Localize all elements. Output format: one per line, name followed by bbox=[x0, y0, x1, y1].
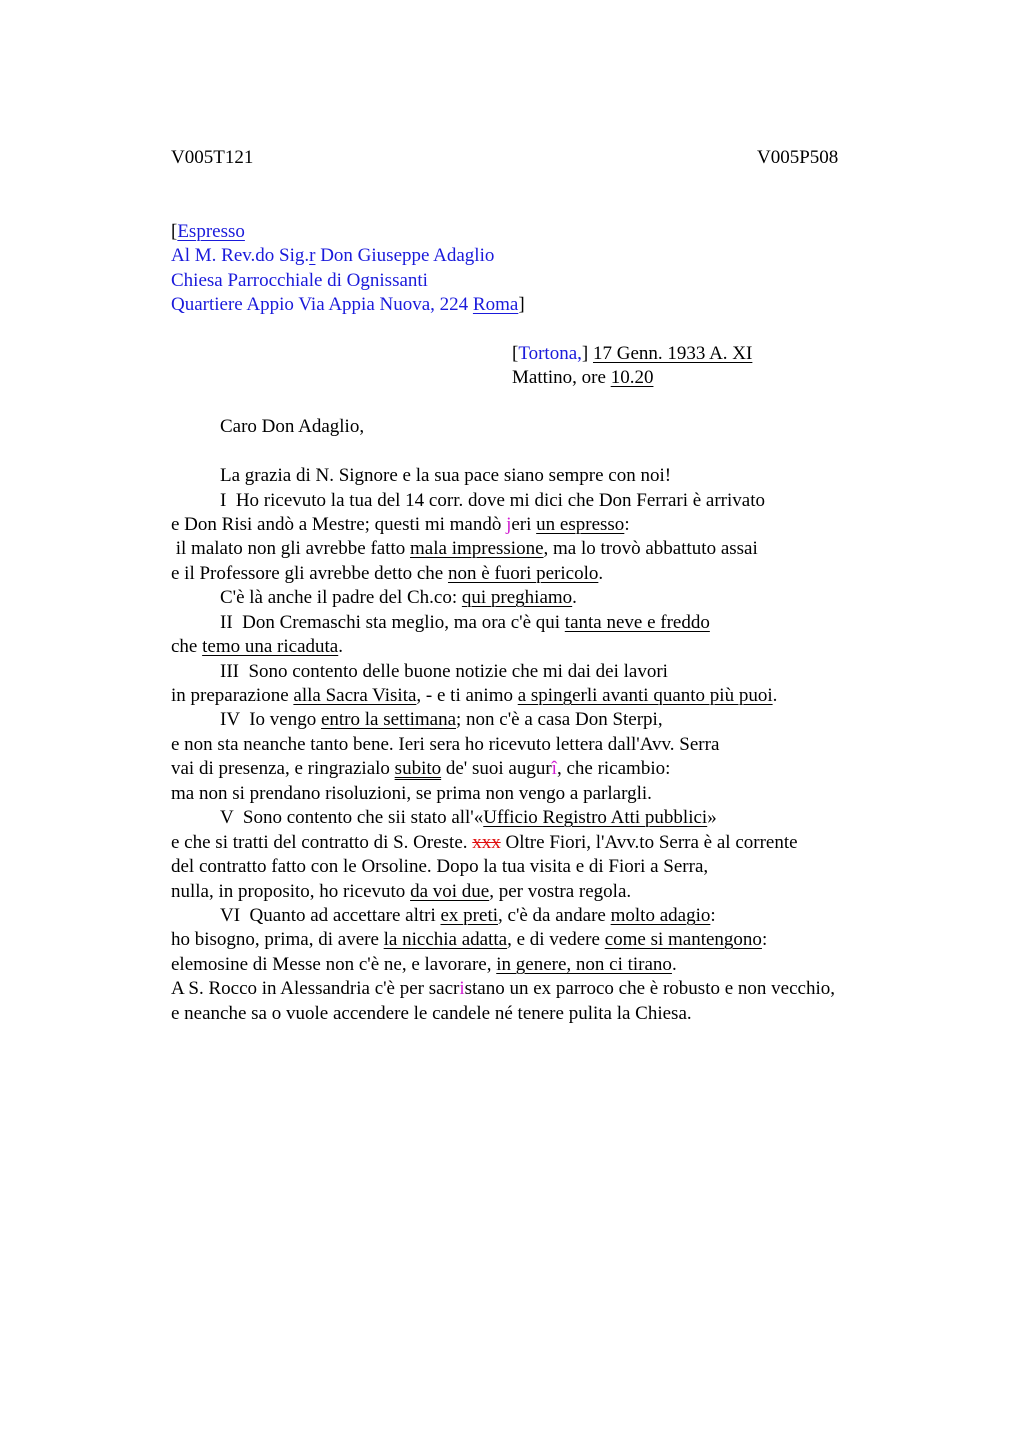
espresso-link[interactable]: Espresso bbox=[177, 221, 245, 242]
body-line: che temo una ricaduta. bbox=[171, 636, 343, 657]
address-line-1: [Espresso bbox=[171, 221, 245, 242]
address-line-3: Chiesa Parrocchiale di Ognissanti bbox=[171, 270, 428, 291]
body-line: ma non si prendano risoluzioni, se prima non vengo a parlargli. bbox=[171, 783, 652, 804]
body-line: III Sono contento delle buone notizie che mi dai dei lavori bbox=[220, 661, 668, 682]
body-line: vai di presenza, e ringrazialo subito de' suoi augurî, che ricambio: bbox=[171, 758, 671, 779]
body-line: VI Quanto ad accettare altri ex preti, c'è da andare molto adagio: bbox=[220, 905, 716, 926]
body-line: elemosine di Messe non c'è ne, e lavorare, in genere, non ci tirano. bbox=[171, 954, 677, 975]
body-line: ho bisogno, prima, di avere la nicchia adatta, e di vedere come si mantengono: bbox=[171, 929, 768, 950]
body-line: e il Professore gli avrebbe detto che non è fuori pericolo. bbox=[171, 563, 604, 584]
body-line: V Sono contento che sii stato all'«Ufficio Registro Atti pubblici» bbox=[220, 807, 717, 828]
body-line: La grazia di N. Signore e la sua pace siano sempre con noi! bbox=[220, 465, 672, 486]
body-line: nulla, in proposito, ho ricevuto da voi due, per vostra regola. bbox=[171, 881, 632, 902]
body-line: e non sta neanche tanto bene. Ieri sera ho ricevuto lettera dall'Avv. Serra bbox=[171, 734, 720, 755]
body-line: e che si tratti del contratto di S. Oreste. xxx Oltre Fiori, l'Avv.to Serra è al corrente bbox=[171, 832, 798, 853]
body-line: il malato non gli avrebbe fatto mala impressione, ma lo trovò abbattuto assai bbox=[171, 538, 758, 559]
roma-link[interactable]: Roma bbox=[472, 294, 519, 315]
body-line: del contratto fatto con le Orsoline. Dopo la tua visita e di Fiori a Serra, bbox=[171, 856, 709, 877]
salutation: Caro Don Adaglio, bbox=[220, 416, 365, 437]
body-line: e neanche sa o vuole accendere le candele né tenere pulita la Chiesa. bbox=[171, 1003, 692, 1024]
body-line: I Ho ricevuto la tua del 14 corr. dove mi dici che Don Ferrari è arrivato bbox=[220, 490, 765, 511]
body-line: C'è là anche il padre del Ch.co: qui preghiamo. bbox=[220, 587, 577, 608]
document-code-left: V005T121 bbox=[171, 147, 254, 168]
deleted-text: xxx bbox=[472, 832, 501, 853]
body-line: IV Io vengo entro la settimana; non c'è a casa Don Sterpi, bbox=[220, 709, 663, 730]
body-line: II Don Cremaschi sta meglio, ma ora c'è qui tanta neve e freddo bbox=[220, 612, 710, 633]
dateline-time: Mattino, ore 10.20 bbox=[512, 367, 654, 388]
address-line-4: Quartiere Appio Via Appia Nuova, 224 Roma] bbox=[171, 294, 525, 315]
body-line: A S. Rocco in Alessandria c'è per sacristano un ex parroco che è robusto e non vecchio, bbox=[171, 978, 835, 999]
body-line: e Don Risi andò a Mestre; questi mi mandò jeri un espresso: bbox=[171, 514, 630, 535]
dateline-place-date: [Tortona,] 17 Genn. 1933 A. XI bbox=[512, 343, 753, 364]
document-code-right: V005P508 bbox=[757, 147, 839, 168]
body-line: in preparazione alla Sacra Visita, - e ti animo a spingerli avanti quanto più puoi. bbox=[171, 685, 778, 706]
address-line-2: Al M. Rev.do Sig.r Don Giuseppe Adaglio bbox=[171, 245, 495, 266]
